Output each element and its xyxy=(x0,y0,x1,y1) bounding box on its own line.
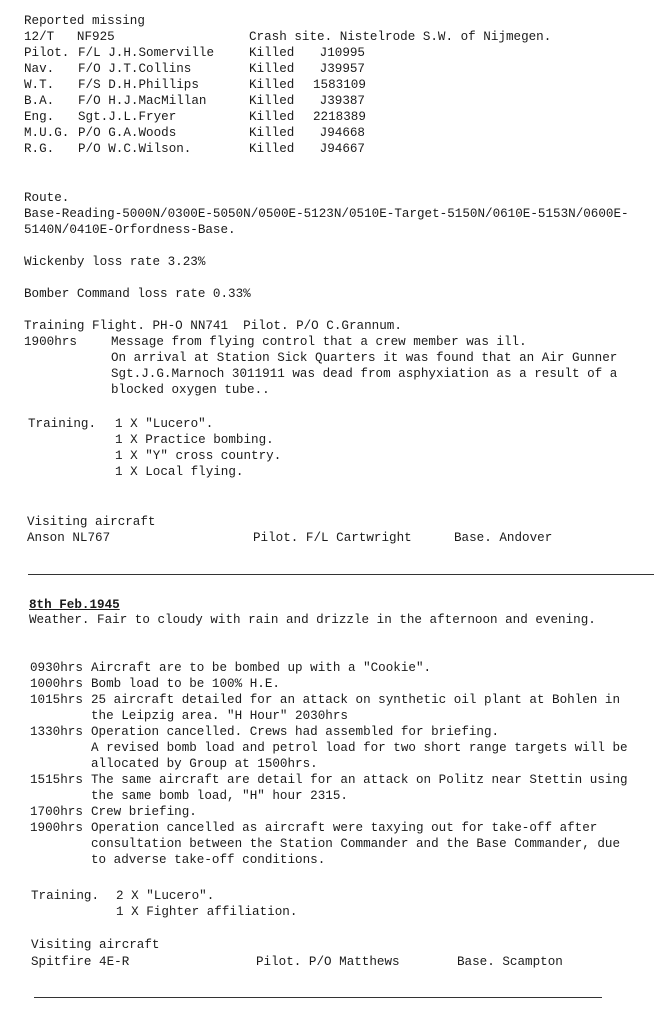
crew-role: W.T. xyxy=(24,78,55,92)
visiting-base-1: Base. Andover xyxy=(454,531,553,545)
log-entry-line: Operation cancelled as aircraft were taxying out for take-off after xyxy=(91,821,598,835)
crew-role: Eng. xyxy=(24,110,55,124)
crew-status: Killed xyxy=(249,62,295,76)
log-entry-line: 25 aircraft detailed for an attack on synthetic oil plant at Bohlen in xyxy=(91,693,621,707)
training-label-2: Training. xyxy=(31,889,100,903)
crew-role: M.U.G. xyxy=(24,126,70,140)
log-entry-line: Aircraft are to be bombed up with a "Cookie". xyxy=(91,661,432,675)
log-time: 1015hrs xyxy=(30,693,83,707)
training-item: 2 X "Lucero". xyxy=(116,889,215,903)
training-flight-note-line: Message from flying control that a crew member was ill. xyxy=(111,335,527,349)
crew-number: J39387 xyxy=(319,94,365,108)
crew-status: Killed xyxy=(249,110,295,124)
crash-site: Crash site. Nistelrode S.W. of Nijmegen. xyxy=(249,30,552,44)
visiting-heading-1: Visiting aircraft xyxy=(27,515,156,529)
crew-number: J39957 xyxy=(319,62,365,76)
crew-name: F/O H.J.MacMillan xyxy=(78,94,207,108)
crew-name: F/O J.T.Collins xyxy=(78,62,192,76)
crew-name: P/O W.C.Wilson. xyxy=(78,142,192,156)
training-flight-heading: Training Flight. PH-O NN741 Pilot. P/O C.Grannum. xyxy=(24,319,402,333)
crew-name: P/O G.A.Woods xyxy=(78,126,177,140)
log-time: 1700hrs xyxy=(30,805,83,819)
training-item: 1 X Fighter affiliation. xyxy=(116,905,298,919)
training-item: 1 X Local flying. xyxy=(115,465,244,479)
route-line-1: Base-Reading-5000N/0300E-5050N/0500E-5123N/0510E-Target-5150N/0610E-5153N/0600E- xyxy=(24,207,629,221)
visiting-aircraft-1: Anson NL767 xyxy=(27,531,111,545)
log-entry-line: the Leipzig area. "H Hour" 2030hrs xyxy=(91,709,348,723)
crew-role: B.A. xyxy=(24,94,55,108)
missing-aircraft: 12/T NF925 xyxy=(24,30,115,44)
training-item: 1 X "Lucero". xyxy=(115,417,214,431)
crew-role: R.G. xyxy=(24,142,55,156)
log-entry-line: A revised bomb load and petrol load for two short range targets will be xyxy=(91,741,628,755)
crew-status: Killed xyxy=(249,94,295,108)
visiting-pilot-2: Pilot. P/O Matthews xyxy=(256,955,400,969)
crew-status: Killed xyxy=(249,46,295,60)
log-time: 1515hrs xyxy=(30,773,83,787)
log-entry-line: the same bomb load, "H" hour 2315. xyxy=(91,789,348,803)
visiting-base-2: Base. Scampton xyxy=(457,955,563,969)
crew-role: Nav. xyxy=(24,62,55,76)
crew-name: Sgt.J.L.Fryer xyxy=(78,110,177,124)
visiting-aircraft-2: Spitfire 4E-R xyxy=(31,955,130,969)
crew-name: F/L J.H.Somerville xyxy=(78,46,215,60)
crew-number: J94667 xyxy=(319,142,365,156)
log-entry-line: allocated by Group at 1500hrs. xyxy=(91,757,318,771)
training-label-1: Training. xyxy=(28,417,97,431)
crew-name: F/S D.H.Phillips xyxy=(78,78,199,92)
reported-missing-heading: Reported missing xyxy=(24,14,145,28)
crew-status: Killed xyxy=(249,78,295,92)
log-entry-line: Bomb load to be 100% H.E. xyxy=(91,677,280,691)
date-heading: 8th Feb.1945 xyxy=(29,598,120,612)
weather-line: Weather. Fair to cloudy with rain and drizzle in the afternoon and evening. xyxy=(29,613,596,627)
training-flight-note-line: On arrival at Station Sick Quarters it was found that an Air Gunner xyxy=(111,351,618,365)
crew-status: Killed xyxy=(249,126,295,140)
training-item: 1 X "Y" cross country. xyxy=(115,449,282,463)
crew-number: 2218389 xyxy=(313,110,366,124)
log-entry-line: Operation cancelled. Crews had assembled for briefing. xyxy=(91,725,500,739)
log-time: 1330hrs xyxy=(30,725,83,739)
route-heading: Route. xyxy=(24,191,70,205)
training-flight-note-line: Sgt.J.G.Marnoch 3011911 was dead from asphyxiation as a result of a xyxy=(111,367,618,381)
log-entry-line: to adverse take-off conditions. xyxy=(91,853,326,867)
training-flight-time: 1900hrs xyxy=(24,335,77,349)
log-entry-line: Crew briefing. xyxy=(91,805,197,819)
log-time: 0930hrs xyxy=(30,661,83,675)
bomber-command-loss-rate: Bomber Command loss rate 0.33% xyxy=(24,287,251,301)
section-divider xyxy=(28,574,654,575)
wickenby-loss-rate: Wickenby loss rate 3.23% xyxy=(24,255,206,269)
crew-status: Killed xyxy=(249,142,295,156)
crew-role: Pilot. xyxy=(24,46,70,60)
route-line-2: 5140N/0410E-Orfordness-Base. xyxy=(24,223,236,237)
log-entry-line: The same aircraft are detail for an attack on Politz near Stettin using xyxy=(91,773,628,787)
training-item: 1 X Practice bombing. xyxy=(115,433,274,447)
crew-number: J94668 xyxy=(319,126,365,140)
crew-number: 1583109 xyxy=(313,78,366,92)
log-time: 1000hrs xyxy=(30,677,83,691)
visiting-pilot-1: Pilot. F/L Cartwright xyxy=(253,531,412,545)
log-entry-line: consultation between the Station Commander and the Base Commander, due xyxy=(91,837,621,851)
log-time: 1900hrs xyxy=(30,821,83,835)
crew-number: J10995 xyxy=(319,46,365,60)
bottom-divider xyxy=(34,997,602,998)
training-flight-note-line: blocked oxygen tube.. xyxy=(111,383,270,397)
visiting-heading-2: Visiting aircraft xyxy=(31,938,160,952)
